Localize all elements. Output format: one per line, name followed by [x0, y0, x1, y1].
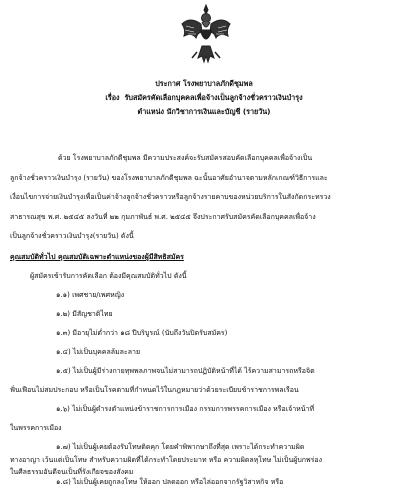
garuda-emblem-icon: [180, 2, 232, 68]
item-1-6: ๑.๖) ไม่เป็นผู้ดำรงตำแหน่งข้าราชการการเมือง กรรมการพรรคการเมือง หรือเจ้าหน้าที่: [56, 405, 315, 413]
item-1-8: ๑.๘) ไม่เป็นผู้เคยถูกลงโทษ ให้ออก ปลดออก หรือไล่ออกจากรัฐวิสาหกิจ หรือ: [56, 478, 284, 486]
subject-label: เรื่อง: [105, 93, 120, 102]
item-1-5-cont: ฟั่นเฟือนไม่สมประกอบ หรือเป็นโรคตามที่กำหนดไว้ในกฎหมายว่าด้วยระเบียบข้าราชการพลเรือน: [10, 386, 299, 394]
position-title: ตำแหน่ง นักวิชาการเงินและบัญชี (รายวัน): [137, 107, 271, 116]
announcement-subject-row: [0, 93, 408, 104]
item-1-7-cont-2: ในศีลธรรมอันดีจนเป็นที่รังเกียจของสังคม: [10, 468, 134, 476]
intro-line-2: ลูกจ้างชั่วคราวเงินบำรุง (รายวัน) ของโรงพยาบาลภักดีชุมพล ฉะนั้นอาศัยอำนาจตามหลักเกณฑ์วิธีการและ: [10, 174, 328, 182]
item-1-7-cont: ทางอาญา เว้นแต่เป็นโทษ สำหรับความผิดที่ได้กระทำโดยประมาท หรือ ความผิดลหุโทษ ไม่เป็นผู้บกพร่อง: [10, 456, 323, 464]
item-1-6-cont: ในพรรคการเมือง: [10, 424, 62, 432]
announcement-title: ประกาศ โรงพยาบาลภักดีชุมพล: [155, 79, 253, 88]
item-1-4: ๑.๔) ไม่เป็นบุคคลล้มละลาย: [56, 348, 141, 356]
intro-line-4: สาธารณสุข พ.ศ. ๒๕๔๕ ลงวันที่ ๒๒ กุมภาพันธ์ พ.ศ. ๒๕๔๕ จึงประกาศรับสมัครคัดเลือกบุคคลเพื่อจ้าง: [10, 213, 316, 221]
section-lead: ผู้สมัครเข้ารับการคัดเลือก ต้องมีคุณสมบัติทั่วไป ดังนี้: [30, 272, 187, 280]
intro-line-1: ด้วย โรงพยาบาลภักดีชุมพล มีความประสงค์จะรับสมัครสอบคัดเลือกบุคคลเพื่อจ้างเป็น: [58, 154, 313, 162]
intro-line-5: เป็นลูกจ้างชั่วคราวเงินบำรุง(รายวัน) ดังนี้: [10, 232, 134, 240]
subject-text: รับสมัครคัดเลือกบุคคลเพื่อจ้างเป็นลูกจ้างชั่วคราวเงินบำรุง: [124, 93, 303, 102]
item-1-7: ๑.๗) ไม่เป็นผู้เคยต้องรับโทษติดคุก โดยคำพิพากษาถึงที่สุด เพราะได้กระทำความผิด: [56, 443, 305, 451]
item-1-3: ๑.๓) มีอายุไม่ต่ำกว่า ๑๘ ปีบริบูรณ์ (นับถึงวันปิดรับสมัคร): [56, 329, 228, 337]
item-1-1: ๑.๑) เพศชาย/เพศหญิง: [56, 291, 125, 299]
intro-line-3: เงื่อนไขการจ่ายเงินบำรุงเพื่อเป็นค่าจ้างลูกจ้างชั่วคราวหรือลูกจ้างรายคาบของหน่วยบริการในสังกัดกระทรวง: [10, 193, 331, 201]
item-1-2: ๑.๒) มีสัญชาติไทย: [56, 310, 113, 318]
section-heading: คุณสมบัติทั่วไป คุณสมบัติเฉพาะตำแหน่งของผู้มีสิทธิสมัคร: [10, 253, 184, 261]
item-1-5: ๑.๕) ไม่เป็นผู้มีร่างกายทุพพลภาพจนไม่สามารถปฏิบัติหน้าที่ได้ ไร้ความสามารถหรือจิต: [56, 367, 315, 375]
